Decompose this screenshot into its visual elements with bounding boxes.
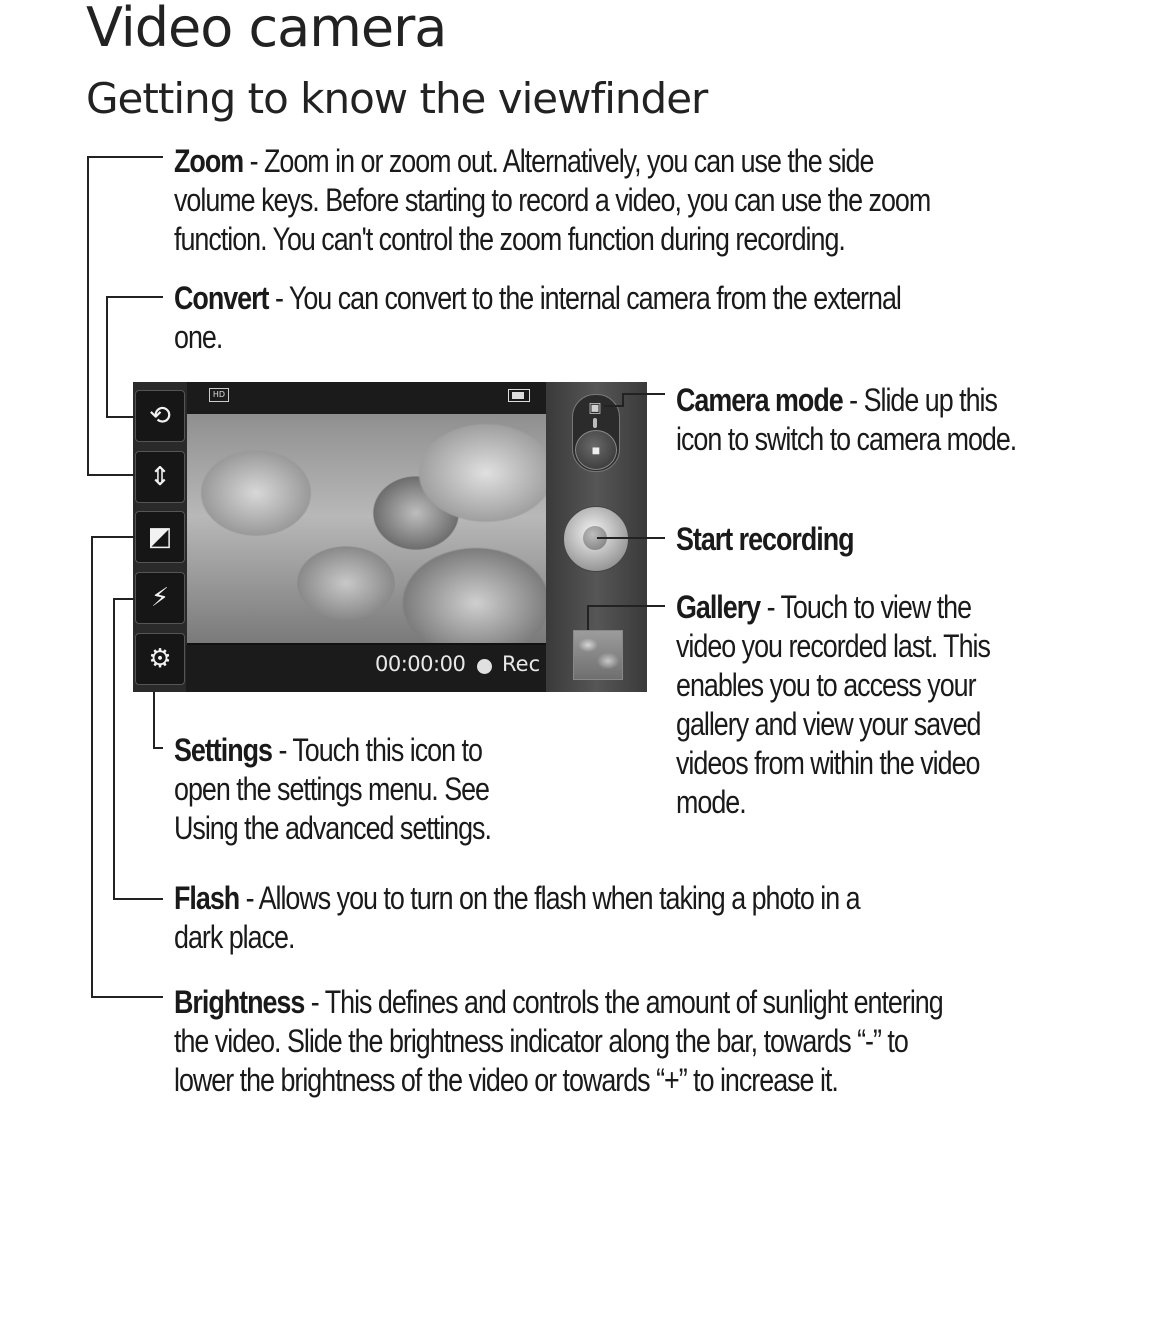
leader-line [91, 536, 135, 538]
callout-term: Settings [174, 732, 272, 768]
callout-text: - This defines and controls the amount of sunlight entering [310, 984, 943, 1020]
leader-line [113, 598, 115, 900]
leader-line [622, 393, 624, 407]
camera-switch-icon[interactable]: ⟲ [135, 390, 185, 442]
rec-label: Rec [502, 652, 541, 676]
callout-term: Convert [174, 280, 269, 316]
flash-icon[interactable]: ⚡ [135, 572, 185, 624]
callout-text: function. You can't control the zoom function during recording. [174, 221, 845, 257]
section-title: Getting to know the viewfinder [86, 74, 708, 123]
callout-text: - Slide up this [849, 382, 997, 418]
callout-term: Flash [174, 880, 240, 916]
callout-text: gallery and view your saved [676, 706, 981, 742]
callout-text: volume keys. Before starting to record a video, you can use the zoom [174, 182, 931, 218]
rec-indicator-icon [477, 659, 492, 674]
callout-term: Brightness [174, 984, 305, 1020]
callout-brightness [174, 983, 943, 1100]
gallery-button[interactable] [573, 630, 623, 680]
camera-icon: ▣ [588, 399, 602, 415]
camera-preview [186, 413, 546, 643]
leader-line [597, 537, 665, 539]
callout-text: Using the advanced settings. [174, 810, 491, 846]
leader-line [153, 692, 155, 749]
callout-text: icon to switch to camera mode. [676, 421, 1017, 457]
leader-line [106, 296, 163, 298]
video-camera-icon[interactable]: ■ [575, 430, 617, 470]
brightness-icon[interactable]: ◩ [135, 511, 185, 563]
leader-line [622, 393, 665, 395]
leader-line [87, 156, 89, 476]
callout-text: - Touch to view the [766, 589, 972, 625]
callout-text: videos from within the video [676, 745, 980, 781]
callout-term: Camera mode [676, 382, 843, 418]
callout-text: open the settings menu. See [174, 771, 489, 807]
callout-convert [174, 279, 901, 357]
callout-text: - You can convert to the internal camera from the external [274, 280, 901, 316]
callout-text: video you recorded last. This [676, 628, 990, 664]
leader-line [87, 474, 135, 476]
battery-icon [508, 389, 530, 402]
callout-gallery [676, 588, 990, 822]
callout-text: lower the brightness of the video or towards “+” to increase it. [174, 1062, 838, 1098]
callout-text: the video. Slide the brightness indicator along the bar, towards “-” to [174, 1023, 908, 1059]
callout-camera-mode [676, 381, 1016, 459]
callout-text: mode. [676, 784, 746, 820]
leader-line [91, 996, 163, 998]
status-bar [186, 382, 546, 414]
hd-badge: HD [209, 388, 229, 402]
leader-line [106, 296, 108, 418]
callout-text: dark place. [174, 919, 295, 955]
leader-line [587, 605, 589, 630]
leader-line [153, 747, 163, 749]
leader-line [113, 898, 163, 900]
callout-term: Zoom [174, 143, 244, 179]
gear-icon[interactable]: ⚙ [135, 633, 185, 685]
leader-line [106, 416, 135, 418]
callout-text: - Zoom in or zoom out. Alternatively, you can use the side [249, 143, 874, 179]
callout-text: one. [174, 319, 223, 355]
zoom-icon[interactable]: ⇕ [135, 451, 185, 503]
leader-line [87, 156, 163, 158]
leader-line [604, 405, 622, 407]
callout-term: Gallery [676, 589, 761, 625]
page-title: Video camera [86, 0, 447, 59]
recording-timer: 00:00:00 [375, 652, 466, 676]
recording-bar [186, 645, 546, 692]
mode-slider-track [593, 418, 597, 428]
callout-text: enables you to access your [676, 667, 976, 703]
leader-line [113, 598, 135, 600]
callout-zoom [174, 142, 930, 259]
callout-start-recording [676, 520, 854, 559]
callout-text: - Touch this icon to [278, 732, 482, 768]
callout-settings [174, 731, 491, 848]
callout-text: - Allows you to turn on the flash when taking a photo in a [245, 880, 860, 916]
leader-line [587, 605, 665, 607]
callout-term: Start recording [676, 521, 854, 557]
leader-line [91, 536, 93, 998]
callout-flash [174, 879, 860, 957]
